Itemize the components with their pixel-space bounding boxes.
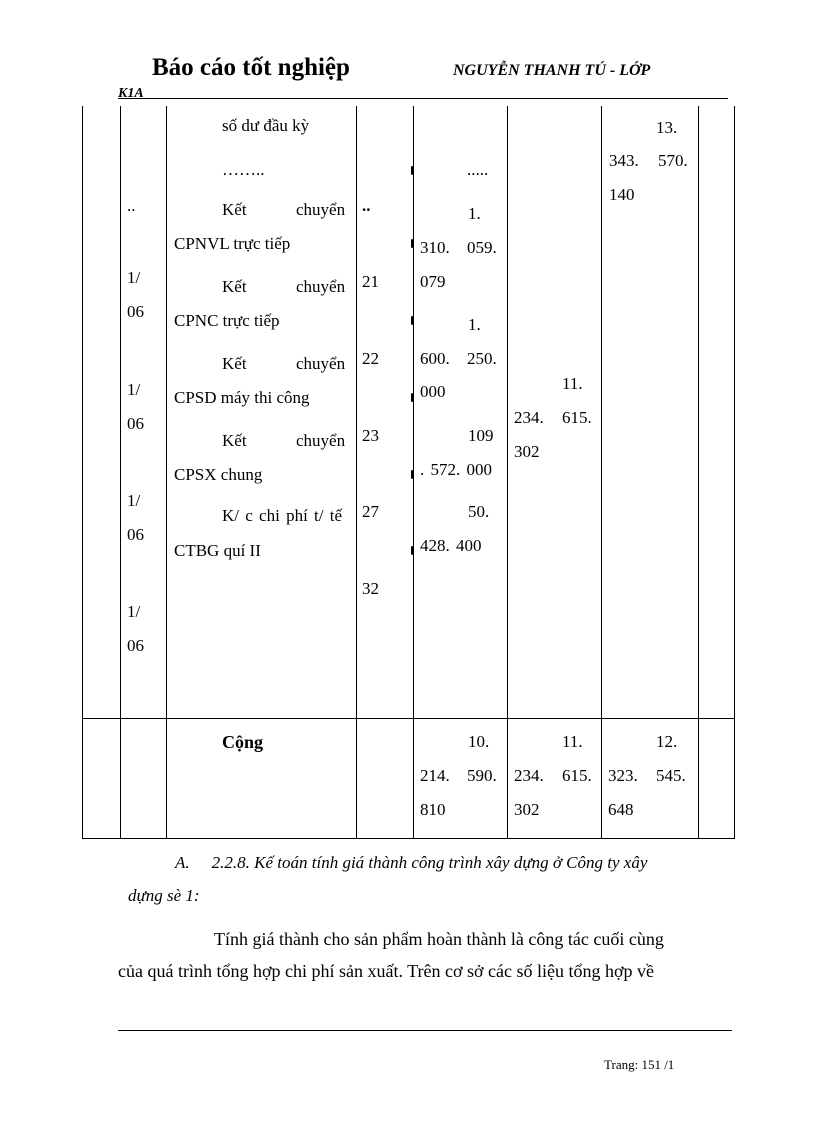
table-col-divider: [507, 106, 508, 839]
total-balance: 323.: [608, 766, 638, 785]
debit-cell: 1.: [468, 204, 481, 223]
debit-cell: 250.: [467, 349, 497, 368]
entry-desc: CPNVL trực tiếp: [174, 234, 291, 253]
debit-cell: 079: [420, 272, 446, 291]
cell-mark: [411, 546, 413, 555]
header-rule: [118, 98, 728, 99]
class-suffix: K1A: [118, 86, 144, 101]
entry-desc: CTBG quí II: [174, 541, 261, 560]
date-cell: ..: [127, 196, 136, 215]
entry-desc: CPNC trực tiếp: [174, 311, 280, 330]
table-border-right: [734, 106, 735, 839]
table-col-divider: [601, 106, 602, 839]
table-col-divider: [698, 106, 699, 839]
total-label: Cộng: [222, 732, 264, 752]
account-cell: ..: [362, 196, 371, 215]
entry-desc: K/ c chi phí t/ tế: [222, 506, 343, 525]
cell-mark: [411, 393, 413, 402]
debit-cell: 310.: [420, 238, 450, 257]
table-col-divider: [413, 106, 414, 839]
account-cell: 22: [362, 349, 379, 368]
cell-mark: [411, 316, 413, 325]
account-cell: 27: [362, 502, 379, 521]
account-cell: 32: [362, 579, 379, 598]
transfer-label: chuyển: [296, 200, 346, 219]
cell-mark: [411, 470, 413, 479]
balance-cell: 13.: [656, 118, 678, 137]
table-border-left: [82, 106, 83, 839]
total-balance: 12.: [656, 732, 678, 751]
total-credit: 234.: [514, 766, 544, 785]
balance-cell: 140: [609, 185, 635, 204]
body-paragraph-line: của quá trình tổng hợp chi phí sản xuất. Trên cơ sở các số liệu tổng hợp về: [118, 961, 654, 981]
section-heading: [175, 853, 647, 873]
credit-cell: 615.: [562, 408, 592, 427]
debit-cell: 109: [468, 426, 494, 445]
credit-cell: 302: [514, 442, 540, 461]
credit-cell: 11.: [562, 374, 583, 393]
table-border-bottom: [82, 838, 735, 839]
date-cell: 06: [127, 636, 144, 655]
debit-cell: . 572. 000: [420, 460, 492, 479]
transfer-label: chuyển: [296, 431, 346, 450]
total-debit: 10.: [468, 732, 490, 751]
date-cell: 06: [127, 525, 144, 544]
total-debit: 214.: [420, 766, 450, 785]
total-debit: 810: [420, 800, 446, 819]
date-cell: 06: [127, 414, 144, 433]
transfer-label: Kết: [222, 354, 247, 373]
date-cell: 1/: [127, 380, 141, 399]
transfer-label: chuyển: [296, 277, 346, 296]
section-heading-cont: dựng sè 1:: [128, 886, 200, 905]
ellipsis: ……..: [222, 160, 265, 179]
page-number: Trang: 151 /1: [604, 1057, 675, 1072]
cell-mark: [411, 239, 413, 248]
cell-mark: [411, 166, 413, 175]
footer-rule: [118, 1030, 732, 1031]
section-prefix: A.: [175, 853, 190, 872]
debit-cell: 50.: [468, 502, 490, 521]
table-col-divider: [120, 106, 121, 839]
account-cell: 23: [362, 426, 379, 445]
credit-cell: 234.: [514, 408, 544, 427]
transfer-label: Kết: [222, 277, 247, 296]
body-paragraph-line: Tính giá thành cho sản phẩm hoàn thành là công tác cuối cùng: [214, 929, 664, 949]
transfer-label: Kết: [222, 200, 247, 219]
date-cell: 1/: [127, 602, 141, 621]
transfer-label: chuyển: [296, 354, 346, 373]
total-credit: 11.: [562, 732, 583, 751]
total-credit: 302: [514, 800, 540, 819]
total-balance: 648: [608, 800, 634, 819]
debit-cell: 600.: [420, 349, 450, 368]
debit-cell: 1.: [468, 315, 481, 334]
date-cell: 1/: [127, 491, 141, 510]
author-class-label: NGUYỄN THANH TÚ - LỚP: [453, 62, 651, 79]
debit-cell: .....: [467, 160, 489, 179]
total-credit: 615.: [562, 766, 592, 785]
table-row-divider: [82, 718, 735, 719]
table-col-divider: [166, 106, 167, 839]
date-cell: 1/: [127, 268, 141, 287]
entry-desc: CPSD máy thi công: [174, 388, 310, 407]
section-title: 2.2.8. Kế toán tính giá thành công trình xây dựng ở Công ty xây: [211, 853, 648, 872]
total-debit: 590.: [467, 766, 497, 785]
opening-balance-label: số dư đầu kỳ: [222, 116, 310, 135]
debit-cell: 428. 400: [420, 536, 482, 555]
entry-desc: CPSX chung: [174, 465, 263, 484]
transfer-label: Kết: [222, 431, 247, 450]
report-title: Báo cáo tốt nghiệp: [152, 54, 350, 81]
debit-cell: 059.: [467, 238, 497, 257]
debit-cell: 000: [420, 382, 446, 401]
balance-cell: 570.: [658, 151, 688, 170]
balance-cell: 343.: [609, 151, 639, 170]
table-col-divider: [356, 106, 357, 839]
date-cell: 06: [127, 302, 144, 321]
total-balance: 545.: [656, 766, 686, 785]
account-cell: 21: [362, 272, 379, 291]
